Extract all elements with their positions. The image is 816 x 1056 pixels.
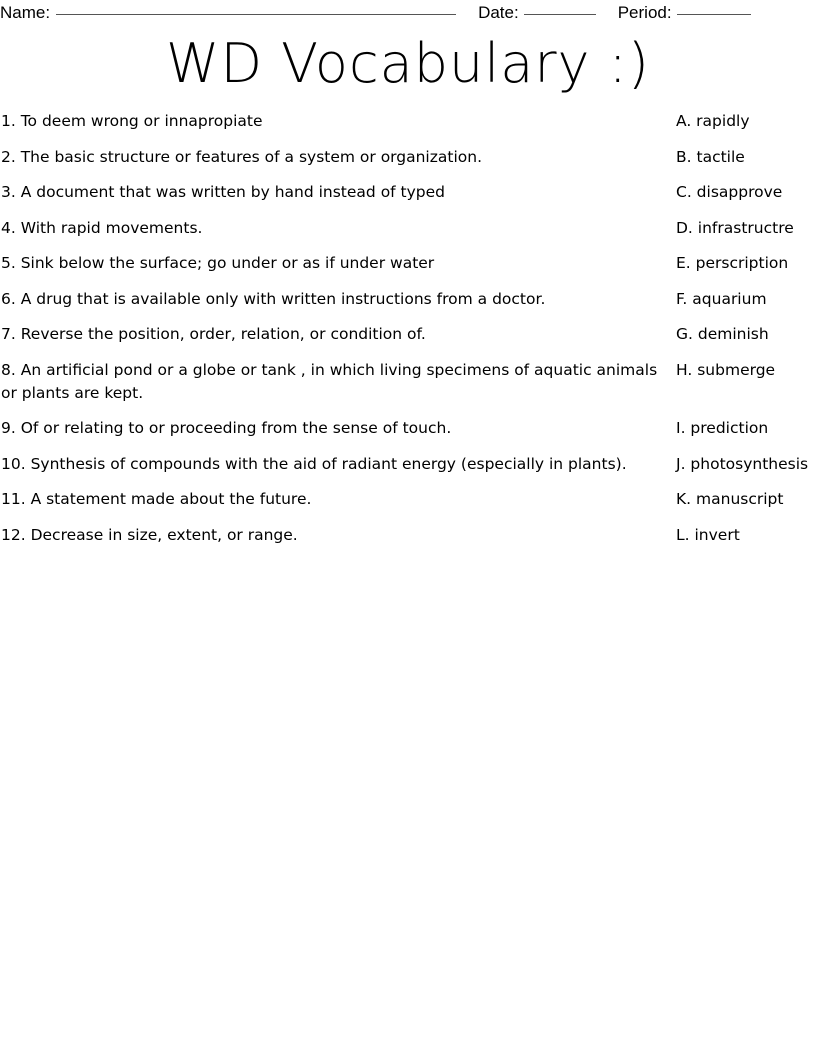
match-row — [0, 288, 816, 311]
page-title: WD Vocabulary :) — [166, 32, 650, 95]
answer-item[interactable]: H. submerge — [676, 360, 776, 379]
match-row — [0, 524, 816, 547]
answer-item[interactable]: D. infrastructre — [676, 218, 794, 237]
match-row — [0, 488, 816, 511]
match-row — [0, 252, 816, 275]
question-item[interactable]: 10. Synthesis of compounds with the aid of radiant energy (especially in plants). — [1, 454, 627, 473]
question-item[interactable]: 7. Reverse the position, order, relation, or condition of. — [1, 325, 426, 343]
match-row — [0, 217, 816, 240]
answer-item[interactable]: L. invert — [676, 525, 740, 544]
match-row — [0, 110, 816, 133]
question-item[interactable]: 9. Of or relating to or proceeding from the sense of touch. — [1, 419, 452, 437]
question-item[interactable]: 1. To deem wrong or innapropiate — [1, 112, 263, 130]
match-row — [0, 417, 816, 440]
answer-item[interactable]: C. disapprove — [676, 183, 783, 201]
answer-item[interactable]: K. manuscript — [676, 490, 784, 508]
answer-item[interactable]: J. photosynthesis — [676, 454, 809, 473]
answer-item[interactable]: I. prediction — [676, 419, 769, 437]
name-label: Name: — [0, 3, 51, 22]
match-row — [0, 181, 816, 204]
name-blank-line[interactable] — [56, 1, 456, 15]
answer-item[interactable]: B. tactile — [676, 147, 745, 166]
match-row — [0, 453, 816, 476]
answer-item[interactable]: F. aquarium — [676, 289, 767, 308]
period-label: Period: — [617, 3, 672, 22]
period-blank-line[interactable] — [677, 1, 751, 15]
matching-list — [0, 110, 816, 559]
question-item[interactable]: 8. An artificial pond or a globe or tank , in which living specimens of aquatic animals or plants are kept. — [1, 360, 658, 402]
question-item[interactable]: 3. A document that was written by hand instead of typed — [1, 183, 446, 201]
date-label: Date: — [478, 3, 519, 22]
match-row — [0, 323, 816, 346]
match-row — [0, 359, 816, 405]
question-item[interactable]: 4. With rapid movements. — [1, 218, 203, 237]
question-item[interactable]: 12. Decrease in size, extent, or range. — [1, 525, 298, 544]
answer-item[interactable]: G. deminish — [676, 325, 769, 343]
question-item[interactable]: 5. Sink below the surface; go under or as if under water — [1, 254, 435, 272]
worksheet-header — [0, 0, 816, 26]
question-item[interactable]: 11. A statement made about the future. — [1, 490, 312, 508]
answer-item[interactable]: A. rapidly — [676, 112, 750, 130]
match-row — [0, 146, 816, 169]
date-blank-line[interactable] — [524, 1, 596, 15]
question-item[interactable]: 6. A drug that is available only with written instructions from a doctor. — [1, 289, 546, 308]
question-item[interactable]: 2. The basic structure or features of a system or organization. — [1, 147, 482, 166]
answer-item[interactable]: E. perscription — [676, 254, 789, 272]
